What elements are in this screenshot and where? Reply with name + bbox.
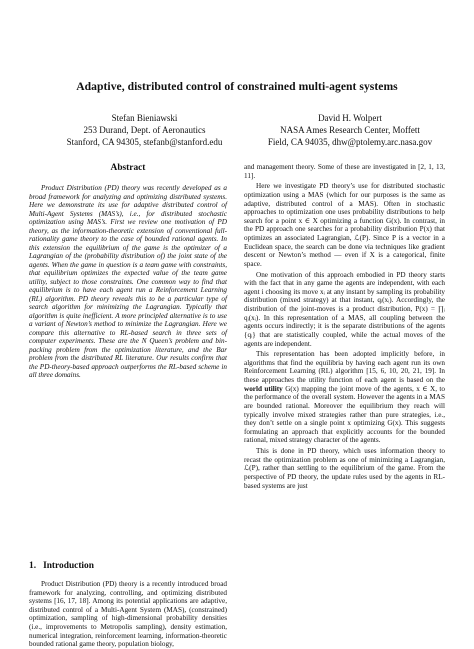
section-number: 1. — [29, 561, 37, 571]
author-name: Stefan Bieniawski — [111, 113, 178, 123]
abstract-heading: Abstract — [110, 163, 146, 173]
body-paragraph: and management theory. Some of these are investigated in [2, 1, 13, 11]. — [244, 163, 445, 180]
author-affiliation: 253 Durand, Dept. of Aeronautics — [83, 125, 206, 135]
text-run: G(x) mapping the joint move of the agents, x ∈ X, to the performance of the overall system. However the agents in a MAS are bounded rational. Moreover the equilibrium they reach will typically involve mixed strategies rather than pure strategies, i.e., they don’t settle on a single point x optimizing G(x). This suggests formulating an approach that explicitly accounts for the bounded rational, mixed strategy character of the agents. — [244, 384, 446, 445]
section-title: Introduction — [43, 561, 94, 571]
author-block — [0, 112, 474, 152]
author-contact: Stanford, CA 94305, stefanb@stanford.edu — [66, 137, 223, 147]
right-column-text — [244, 163, 445, 492]
abstract-paragraph: Product Distribution (PD) theory was recently developed as a broad framework for analyzing and optimizing distributed systems. Here we demonstrate its use for adaptive distributed control of Multi-Agent Systems (MAS’s), i.e., for distributed stochastic optimization using MAS’s. First we review one motivation of PD theory, as the information-theoretic extension of conventional full-rationality game theory to the case of bounded rational agents. In this extension the equilibrium of the game is the optimizer of a Lagrangian of the (probability distribution of) the joint state of the agents. When the game in question is a team game with constraints, that equilibrium optimizes the expected value of the team game utility, subject to those constraints. One common way to find that equilibrium is to have each agent run a Reinforcement Learning (RL) algorithm. PD theory reveals this to be a particular type of search algorithm for minimizing the Lagrangian. Typically that algorithm is quite inefficient. A more principled alternative is to use a variant of Newton’s method to minimize the Lagrangian. Here we compare this alternative to RL-based search in three sets of computer experiments. These are the N Queen’s problem and bin-packing problem from the optimization literature, and the Bar problem from the distributed RL literature. Our results confirm that the PD-theory-based approach outperforms the RL-based scheme in all three domains. — [29, 184, 227, 379]
author-affiliation: NASA Ames Research Center, Moffett — [280, 125, 420, 135]
section-heading-introduction — [29, 561, 227, 571]
body-paragraph: Product Distribution (PD) theory is a recently introduced broad framework for analyzing, controlling, and optimizing distributed systems [16, 17, 18]. Among its potential applications are adaptive, distributed control of a Multi-Agent System (MAS), (constrained) optimization, sampling of high-dimensional probability densities (i.e., improvements to Metropolis sampling), density estimation, numerical integration, reinforcement learning, information-theoretic bounded rational game theory, population biology, — [29, 580, 227, 649]
abstract-body — [29, 184, 227, 380]
author-contact: Field, CA 94035, dhw@ptolemy.arc.nasa.gov — [267, 137, 433, 147]
body-paragraph — [244, 350, 445, 445]
bold-term: world utility — [244, 384, 283, 393]
author-2 — [252, 112, 448, 148]
paper-title: Adaptive, distributed control of constrained multi-agent systems — [76, 80, 398, 93]
author-1 — [52, 112, 237, 148]
introduction-body — [29, 580, 227, 649]
author-name: David H. Wolpert — [318, 113, 382, 123]
body-paragraph: One motivation of this approach embodied in PD theory starts with the fact that in any game the agents are independent, with each agent i choosing its move xᵢ at any instant by sampling its probability distribution (mixed strategy) at that instant, qᵢ(xᵢ). Accordingly, the distribution of the joint-moves is a product distribution, P(x) = ∏ᵢ qᵢ(xᵢ). In this representation of a MAS, all coupling between the agents occurs indirectly; it is the separate distributions of the agents {qᵢ} that are statistically coupled, while the actual moves of the agents are independent. — [244, 270, 445, 348]
body-paragraph: Here we investigate PD theory’s use for distributed stochastic optimization using a MAS (which for our purposes is the same as adaptive, distributed control of a MAS). Often in stochastic approaches to optimization one uses probability distributions to help search for a point x ∈ X optimizing a function G(x). In contrast, in the PD approach one searches for a probability distribution P(x) that optimizes an associated Lagrangian, ℒ(P). Since P is a vector in a Euclidean space, the search can be done via techniques like gradient descent or Newton’s method — even if X is a categorical, finite space. — [244, 182, 445, 268]
text-run: This representation has been adopted implicitly before, in algorithms that find the equilibria by having each agent run its own Reinforcement Learning (RL) algorithm [15, 6, 10, 20, 21, 19]. In these approaches the utility function of each agent is based on the — [244, 350, 445, 384]
body-paragraph: This is done in PD theory, which uses information theory to recast the optimization problem as one of minimizing a Lagrangian, ℒ(P), rather than settling to the equilibrium of the game. From the perspective of PD theory, the update rules used by the agents in RL-based systems are just — [244, 447, 445, 490]
